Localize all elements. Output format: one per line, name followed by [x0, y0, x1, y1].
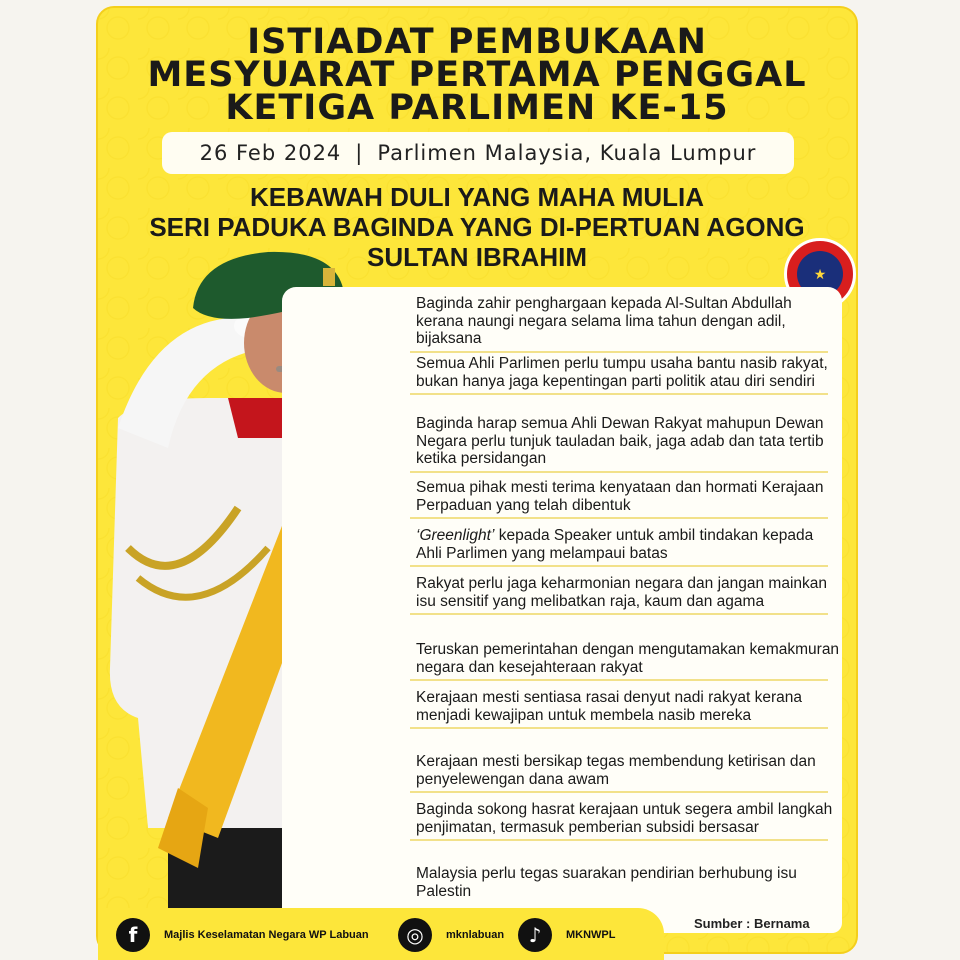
title-line-1: ISTIADAT PEMBUKAAN — [247, 22, 707, 62]
key-point: Baginda sokong hasrat kerajaan untuk segera ambil langkah penjimatan, termasuk pemberian subsidi bersasar — [282, 801, 842, 836]
king-title-line-2: SERI PADUKA BAGINDA YANG DI-PERTUAN AGONG — [149, 212, 805, 242]
key-point: Rakyat perlu jaga keharmonian negara dan jangan mainkan isu sensitif yang melibatkan raja, kaum dan agama — [282, 575, 842, 610]
key-point: Semua pihak mesti terima kenyataan dan hormati Kerajaan Perpaduan yang telah dibentuk — [282, 479, 842, 514]
king-title-line-3: SULTAN IBRAHIM — [366, 242, 587, 272]
tiktok-icon: ♪ — [518, 918, 552, 952]
instagram-icon: ◎ — [398, 918, 432, 952]
date-location-pill — [162, 132, 794, 174]
key-point: ‘Greenlight’ kepada Speaker untuk ambil tindakan kepada Ahli Parlimen yang melampaui batas — [282, 527, 842, 562]
instagram-link[interactable] — [398, 918, 504, 952]
facebook-icon: f — [116, 918, 150, 952]
king-title-line-1: KEBAWAH DULI YANG MAHA MULIA — [249, 182, 705, 212]
event-date: 26 Feb 2024 — [199, 141, 342, 165]
title-line-3: KETIGA PARLIMEN KE-15 — [225, 88, 729, 128]
facebook-link[interactable] — [116, 918, 369, 952]
tiktok-link[interactable] — [518, 918, 616, 952]
key-points-panel — [282, 287, 842, 933]
facebook-label: Majlis Keselamatan Negara WP Labuan — [164, 929, 369, 941]
key-point: Kerajaan mesti bersikap tegas membendung ketirisan dan penyelewengan dana awam — [282, 753, 842, 788]
key-point: Baginda harap semua Ahli Dewan Rakyat mahupun Dewan Negara perlu tunjuk tauladan baik, jaga adab dan tata tertib ketika persidangan — [282, 415, 842, 468]
key-point: Semua Ahli Parlimen perlu tumpu usaha bantu nasib rakyat, bukan hanya jaga kepentingan parti politik atau diri sendiri — [282, 355, 842, 390]
source-credit: Sumber : Bernama — [694, 916, 810, 931]
key-point: Teruskan pemerintahan dengan mengutamakan kemakmuran negara dan kesejahteraan rakyat — [282, 641, 842, 676]
event-location: Parlimen Malaysia, Kuala Lumpur — [377, 141, 757, 165]
greenlight-emphasis: ‘Greenlight’ — [416, 527, 495, 544]
key-point: Malaysia perlu tegas suarakan pendirian berhubung isu Palestin — [416, 865, 797, 900]
instagram-label: mknlabuan — [446, 929, 505, 941]
page-title — [98, 22, 856, 128]
title-line-2: MESYUARAT PERTAMA PENGGAL — [147, 55, 807, 95]
crest-icon: ★ — [797, 251, 843, 297]
separator: | — [355, 141, 364, 165]
social-footer — [98, 908, 664, 960]
tiktok-label: MKNWPL — [566, 929, 616, 941]
key-point: Kerajaan mesti sentiasa rasai denyut nadi rakyat kerana menjadi kewajipan untuk membela nasib mereka — [282, 689, 842, 724]
key-point: Baginda zahir penghargaan kepada Al-Sultan Abdullah kerana naungi negara selama lima tahun dengan adil, bijaksana — [282, 295, 842, 348]
